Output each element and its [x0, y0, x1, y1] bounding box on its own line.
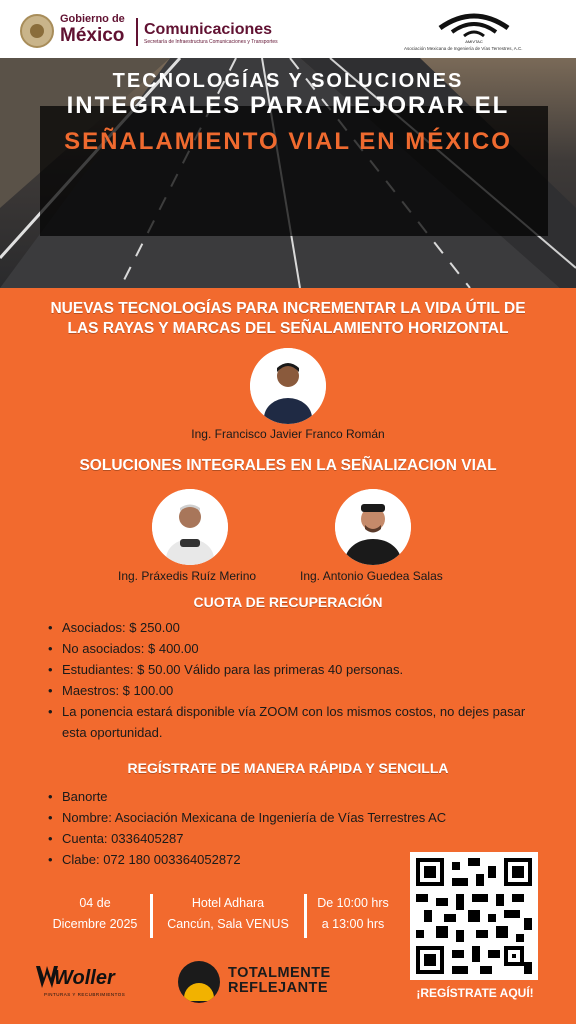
gobierno-logo	[60, 14, 125, 45]
info-divider	[150, 894, 153, 938]
reflejante-line1: TOTALMENTE	[228, 965, 331, 981]
gobierno-small-text: Gobierno de	[60, 13, 125, 25]
list-item: • La ponencia estará disponible vía ZOOM con los mismos costos, no dejes pasar esta oportunidad.	[46, 701, 546, 743]
event-time-line2: a 13:00 hrs	[321, 917, 385, 931]
event-time	[310, 893, 396, 935]
cuota-list	[46, 617, 546, 743]
hero-title-line3: SEÑALAMIENTO VIAL EN MÉXICO	[64, 128, 512, 155]
speaker-francisco-name: Ing. Francisco Javier Franco Román	[191, 427, 385, 441]
qr-code-icon	[416, 858, 532, 974]
woller-tagline: PINTURAS Y RECUBRIMIENTOS	[44, 992, 126, 997]
person-icon	[335, 489, 411, 565]
speaker-antonio-avatar	[335, 489, 411, 565]
reflejante-line2: REFLEJANTE	[228, 979, 329, 996]
comunicaciones-subtitle: Secretaría de Infraestructura Comunicaciones y Transportes	[144, 39, 278, 45]
list-item: • Banorte	[46, 786, 546, 807]
speaker-francisco-avatar	[250, 348, 326, 424]
cuota-title: CUOTA DE RECUPERACIÓN	[193, 594, 383, 610]
event-place-line2: Cancún, Sala VENUS	[167, 917, 289, 931]
list-item: • Clabe: 072 180 003364052872	[46, 849, 546, 870]
list-item: • Cuenta: 0336405287	[46, 828, 546, 849]
hero-title-line1: TECNOLOGÍAS Y SOLUCIONES	[112, 70, 464, 92]
hero-title-line2: INTEGRALES PARA MEJORAR EL	[66, 92, 510, 119]
section1-title-line1: NUEVAS TECNOLOGÍAS PARA INCREMENTAR LA VIDA ÚTIL DE	[50, 300, 526, 317]
event-date	[42, 893, 148, 935]
list-item: • Asociados: $ 250.00	[46, 617, 546, 638]
header-bar	[0, 0, 576, 58]
event-time-line1: De 10:00 hrs	[317, 896, 389, 910]
speaker-praxedis-name: Ing. Práxedis Ruíz Merino	[118, 569, 257, 583]
reflejante-sun-icon	[178, 961, 220, 1003]
registro-title: REGÍSTRATE DE MANERA RÁPIDA Y SENCILLA	[127, 760, 449, 776]
list-item: • Nombre: Asociación Mexicana de Ingeniería de Vías Terrestres AC	[46, 807, 546, 828]
list-item: • Estudiantes: $ 50.00 Válido para las primeras 40 personas.	[46, 659, 546, 680]
list-item: • No asociados: $ 400.00	[46, 638, 546, 659]
person-icon	[152, 489, 228, 565]
person-icon	[250, 348, 326, 424]
comunicaciones-title: Comunicaciones	[144, 21, 273, 38]
registration-qr-code[interactable]	[410, 852, 538, 980]
section1-title-line2: LAS RAYAS Y MARCAS DEL SEÑALAMIENTO HORIZONTAL	[67, 320, 509, 337]
info-divider	[304, 894, 307, 938]
speaker-antonio-name: Ing. Antonio Guedea Salas	[300, 569, 443, 583]
event-date-line1: 04 de	[79, 896, 111, 910]
register-here-link[interactable]: ¡REGÍSTRATE AQUÍ!	[416, 986, 534, 1000]
gobierno-seal-icon	[20, 14, 54, 48]
reflejante-logo	[228, 966, 331, 995]
hero-title-box	[40, 106, 548, 236]
amivtac-caption: Asociación Mexicana de Ingeniería de Vías Terrestres, A.C.	[404, 46, 523, 51]
speaker-praxedis-avatar	[152, 489, 228, 565]
amivtac-label: AMIVTAC	[465, 39, 483, 44]
event-date-line2: Dicembre 2025	[52, 917, 138, 931]
comunicaciones-logo	[144, 22, 278, 45]
woller-name: Woller	[54, 967, 115, 989]
amivtac-logo-icon	[436, 8, 512, 44]
list-item: • Maestros: $ 100.00	[46, 680, 546, 701]
event-place	[158, 893, 298, 935]
event-place-line1: Hotel Adhara	[191, 896, 265, 910]
header-divider	[136, 18, 138, 46]
gobierno-big-text: México	[60, 25, 125, 46]
section2-title: SOLUCIONES INTEGRALES EN LA SEÑALIZACION VIAL	[79, 457, 497, 474]
